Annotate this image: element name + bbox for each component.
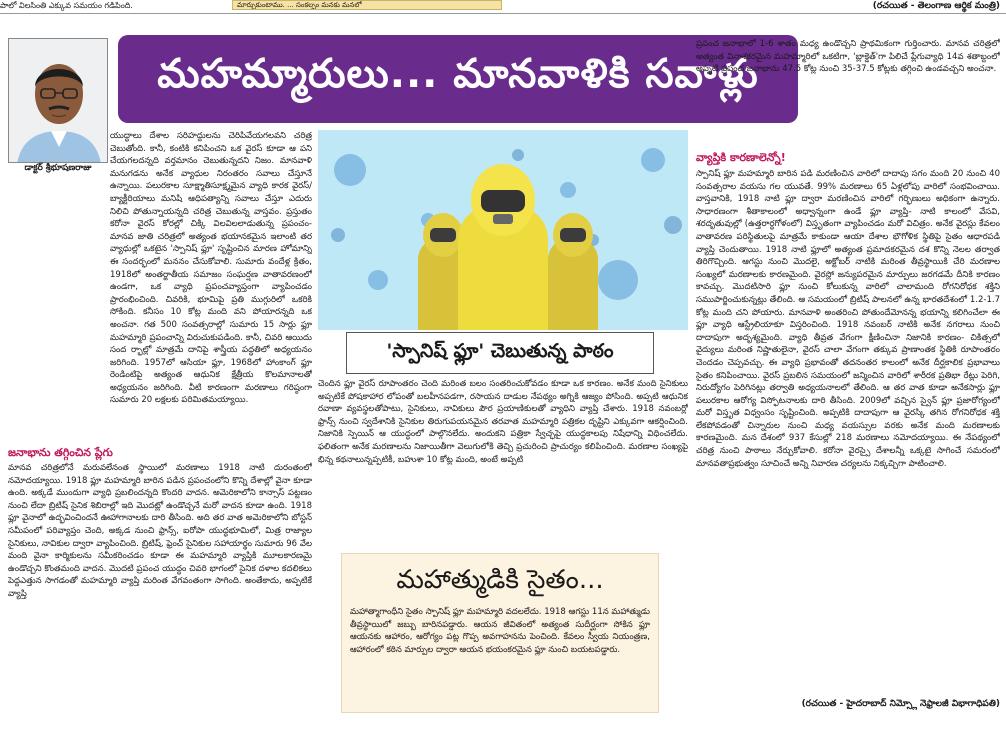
column-2 [318, 378, 688, 550]
author-caption: డాక్టర్ శ్రీభూషణరాజు [24, 163, 92, 173]
column-3-continued [696, 168, 1000, 688]
top-strip-left-text: పాలో విలసింతి ఎక్కువ సమయం గడిపింది. [0, 1, 133, 10]
column-3-paragraph-2: స్పానిష్ ఫ్లూ మహమ్మారి బారిన పడి మరణించిన వారిలో దాదాపు సగం మంది 20 నుంచి 40 సంవత్సరాల వయసు గల యువతే. 99% మరణాలు 65 ఏళ్లలోపు వారిలో సంభవించాయి. వాస్తవానికి, 1918 నాటి ఫ్లూ ద్వారా మరణించిన వారిలో గర్భిణులు అధికంగా ఉన్నారు. సాధారణంగా శీతాకాలంలో అధ్వాన్నంగా ఉండే ఫ్లూ వ్యాప్తి- నాటి కాలంలో వేసవి, శరదృతువుల్లో (ఉత్తరార్ధగోళంలో) విస్తృతంగా వ్యాపించడం మరో విచిత్రం. అనేక వైరస్లు కేవలం వాతావరణ పరిస్థితులపై మాత్రమే కాకుండా ఆయా దేశాల భౌగోళిక స్థితిపై సైతం ఆధారపడి వ్యాప్తి చెందుతాయి. 1918 నాటి ఫ్లూలో అత్యంత ప్రమాదకరమైన దశ కొన్ని నెలల తర్వాత తిరిగొచ్చింది. ఆగస్టు నుంచి మొదలై, అక్టోబర్ నాటికి మరింత తీవ్రస్థాయికి చేరి మరణాల సంఖ్యలో మరణాలకు కారణమైంది. వైరస్లో జన్యుపరమైన మార్పులు జరగడమే దీనికి కారణం కావచ్చు. మొదటిసారి ఫ్లూ నుంచి కోలుకున్న వారిలో చాలామంది రోగనిరోధక శక్తిని సముపార్జించుకున్నట్లు తేలింది. ఆ సమయంలో బ్రిటిష్ పాలనలో ఉన్న భారతదేశంలో 1.2-1.7 కోట్ల మంది చని పోయారు. మానవాళి అంతరించి పోతుందేమోనన్న భయాన్ని కలిగించేలా ఈ ఫ్లూ వ్యాధి ఆస్ట్రేలియాకూ విస్తరించింది. 1918 నవంబర్ నాటికి అనేక నగరాలు నుంచి దాదాపుగా అదృశ్యమైంది. వ్యాధి తీవ్రత వేగంగా క్షీణించినా నిజానికి కారణం- చికిత్సలో వైద్యులు మరింత నిష్ణాతులైనా, వైరస్ చాలా వేగంగా తక్కువ ప్రాణాంతక స్థితికి రూపాంతరం చెందడం చెప్పవచ్చు. ఈ వ్యాధి ప్రభావంతో తదనంతర కాలంలో అనేక దీర్ఘకాలిక ప్రభావాలు సైతం కనిపించాయి. వైరస్ ప్రబలిన సమయంలో జన్మించిన వారిలో శారీరక ప్రతిభా రేట్లు పెరిగి, నిరుద్యోగం పెరిగినట్లు తర్వాతి అధ్యయనాలలో తేలింది. ఆ తర వాత కూడా అనేకసార్లు ఫ్లూ పలురకాల ఆరోగ్య విస్ఫోటనాలకు దారి తీసింది. 2009లో వచ్చిన స్వైన్ ఫ్లూ ప్రజారోగ్యంలో మరో విస్తృత విధ్వంసం సృష్టించింది. అప్పటికి దాదాపుగా ఆ వైరస్కి తగిన రోగనిరోధక శక్తి లేకపోవడంతో చిన్నారుల నుంచి మధ్య వయస్సుల వరకు అనేక మంది మరణాలకు కారణమైంది. మన దేశంలో 937 కేసుల్లో 218 మరణాలు నమోదయ్యాయి. ఈ నేపథ్యంలో చరిత్ర నుంచి పాఠాలు నేర్చుకోవాలి. కరోనా వైరస్పై దేశాలన్నీ ఒక్కటై సాగించే సమరంలో మానవతాప్రభుత్వం సూచించే అన్ని నివారణ చర్యలను నిక్కచ్చిగా పాటించాలి. [696, 169, 1000, 469]
column-1-intro [110, 130, 312, 443]
mahatma-box [341, 553, 659, 713]
author-photo [8, 38, 108, 163]
hazmat-suits-virus-icon [318, 130, 688, 330]
author-portrait-icon [9, 39, 108, 163]
column-2-paragraph: చెందిన ఫ్లూ వైరస్ రూపాంతరం చెంది మరింత బలం సంతరించుకోవడం కూడా ఒక కారణం. అనేక మంది సైనికులు అప్పటికే పోషకాహార లోపంతో బలహీనపడగా, రసాయన దాడుల నేపథ్యం అగ్నికి ఆజ్యం పోసింది. అప్పటి ఆధునిక రవాణా వ్యవస్థలతోపాటు, సైనికులు, నావికులు పౌర ప్రయాణికులతో వ్యాధిని వ్యాప్తి చేశారు. 1918 నవంబర్లో ఫ్రాన్స్ నుంచి స్వదేశానికి సైనికుల తిరుగుపయనమైన తరవాత మహమ్మారి పత్రికల దృష్టిని ఎక్కువగా ఆకర్షించింది. నిజానికి స్పెయిన్ ఆ యుద్ధంలో పాల్గొనలేదు. అందుకని పత్రికా స్వేచ్ఛపై యుద్ధకాలపు నిషేధాన్ని విధించలేదు. ఫలితంగా అనేక మరణాలను నిజాయితీగా వెలుగులోకి తెచ్చి ప్రచురించి ప్రాచుర్యం కలిపించింది. మరణాల సంఖ్యపై భిన్న కథనాలున్నప్పటికీ, బహుశా 10 కోట్ల మంది, అంటే అప్పటి [318, 379, 688, 465]
hero-illustration [318, 130, 688, 330]
column-1-paragraph-2: మానవ చరిత్రలోనే మరువలేనంత స్థాయిలో మరణాలు 1918 నాటి దురంతంలో నమోదయ్యాయి. 1918 ఫ్లూ మహమ్మారి బారిన పడిన ప్రపంచంలోని కొన్ని దేశాల్లో వైనా కూడా ఉంది. అక్కడే ముందుగా వ్యాధి ప్రబలిందన్నది కొందరి వాదన. అమెరికాలోని కాన్సాస్ పట్టణం నుంచి లేదా బ్రిటిష్ సైనిక శిబిరాల్లో ఇది మొదట్లో ఉండొచ్చనే మరో వాదన కూడా ఉంది. 1918 ఫ్లూ వైనాలో ఉద్భవించిందనే ఊహాగానాలకు దారి తీసింది. అది తర వాత అమెరికాలోని బోస్టన్ సమీపంలో పరివ్యాప్తం చెంది, అక్కడ నుంచి ఫ్రాన్స్, ఐరోపా యుద్ధభూమిలో, మిత్ర రాజ్యాల సైనికులు, నావికుల ద్వారా వ్యాపించింది. బ్రిటిష్, ఫ్రెంచ్ సైనికుల సహాయార్థం సుమారు 96 వేల మంది వైనా కార్మికులను సమీకరించడం కూడా ఈ మహమ్మారి వ్యాప్తికి మూలకారణమై ఉండొచ్చని కొంతమంది వాదన. మొదటి ప్రపంచ యుద్ధం చివరి భాగంలో సైనిక దళాల కదలికలు పెద్దఎత్తున సాగడంతో మహమ్మారి వ్యాప్తి మరింత వేగవంతంగా సాగింది. అంతేకాదు, అప్పటికే వ్యాప్తి [8, 463, 312, 599]
column-1-continued [8, 462, 312, 714]
column-3-intro [696, 38, 1000, 148]
column-3-paragraph-1: ప్రపంచ జనాభాలో 1-6 శాతం మధ్య ఉండొచ్చని ప్రాథమికంగా గుర్తించారు. మానవ చరిత్రలో అత్యంత వినాశకరమైన మహమ్మారిలో ఒకటిగా, 'బ్లాక్డెత్'గా పిలిచే ప్లేగువ్యాధి 14వ శతాబ్దంలో అప్పటి ప్రపంచ జనాభాను 47.5 కోట్ల నుంచి 35-37.5 కోట్లకు తగ్గించి ఉండవచ్చని అంచనా. [696, 39, 1000, 75]
previous-article-byline: (రచయిత - తెలంగాణ ఆర్థిక మంత్రి) [872, 1, 1000, 11]
top-strip-box: మార్చుకుంటాము. ... సంకల్పం మనకు మనలో [232, 0, 502, 10]
column-1-paragraph-1: యుద్ధాలు దేశాల సరిహద్దులను చెరిపివేయగలవని చరిత్ర చెబుతోంది. కానీ, కంటికి కనిపించని ఒక వైరస్ కూడా ఆ పని చేయగలదన్నది వర్తమానం చెబుతున్నదని నిజం. మానవాళి మనుగడను అనేక వ్యాధుల నిరంతరం సవాలు చేస్తూనే ఉన్నాయి. పలురకాల సూక్ష్మాతిసూక్ష్మమైన వ్యాధి కారక వైరస్/ బ్యాక్టీరియాలు మనిషి ఆధిపత్యాన్ని సవాలు చేస్తూ ఎదురు నిలిచి పోతున్నాయన్నది చరిత్ర చెబుతున్న వాస్తవం. ప్రస్తుతం కరోనా వైరస్ కోరల్లో చిక్కి విలవిలలాడుతున్న ప్రపంచం- మానవ జాతి చరిత్రలో అత్యంత భయానకమైన ఇలాంటి తర వ్యాధుల్లో ఒకటైన 'స్పానిష్ ఫ్లూ' సృష్టించిన మారణ హోమాన్ని ఈ సందర్భంలో మననం చేసుకోవాలి. సుమారు వందేళ్ల క్రితం, 1918లో అంతర్జాతీయ సమాజం సంఘర్షణ వాతావరణంలో ఉండగా, ఒక వ్యాధి ప్రపంచవ్యాప్తంగా వ్యాపించడం ప్రారంభించింది. చివరికి, భూమిపై ప్రతి ముగ్గురిలో ఒకరికి సోకింది. కనీసం 10 కోట్ల మంది వని పోయారన్నది ఒక అంచనా. గత 500 సంవత్సరాల్లో సుమారు 15 సార్లు ఫ్లూ మహమ్మారి ప్రపంచాన్ని విరుచుకుపడింది. కానీ, చివరి ఆయిదు సంద ర్భాల్లో మాత్రమే దానిపై శాస్త్రీయ పద్ధతిలో అధ్యయనం జరిగింది. 1957లో ఆసియా ఫ్లూ, 1968లో హాంకాంగ్ ఫ్లూ రెండింటిపై అత్యంత ఆధునిక క్షేత్రీయ కొలమానాలతో అధ్యయనం జరిగింది. వీటి కారణంగా మరణాలు గరిష్ఠంగా సుమారు 20 లక్షలకు పరిమితమయ్యాయి. [110, 131, 312, 406]
box-title: మహాత్ముడికి సైతం... [396, 565, 604, 595]
box-text: మహాత్మాగాంధీని సైతం స్పానిష్ ఫ్లూ మహమ్మారి వదలలేదు. 1918 ఆగస్టు 11న మహాత్ముడు తీవ్రస్థాయిలో జబ్బు బారినపడ్డారు. ఆయన జీవితంలో అత్యంత సుదీర్ఘంగా సోకిన ఫ్లూ ఆయనకు ఆహారం, ఆరోగ్యం పట్ల గొప్ప అవగాహనను పెంచింది. కేవలం స్వీయ నియంత్రణ, ఆహారంలో కఠిన మార్పుల ద్వారా ఆయన భయంకరమైన ఫ్లూ నుంచి బయటపడ్డారు. [350, 607, 650, 655]
headline: మహమ్మారులు... మానవాళికి సవాళ్లు [157, 51, 759, 97]
author-byline: (రచయిత - హైదరాబాద్ నిమ్స్లో నెఫ్రాలజీ విభాగాధిపతి) [801, 699, 1000, 709]
subheading-plague: జనాభాను తగ్గించిన ప్లేగు [8, 446, 113, 459]
pull-quote: 'స్పానిష్ ఫ్లూ' చెబుతున్న పాఠం [346, 332, 654, 374]
subheading-causes: వ్యాప్తికి కారణాలెన్నో! [696, 151, 786, 164]
